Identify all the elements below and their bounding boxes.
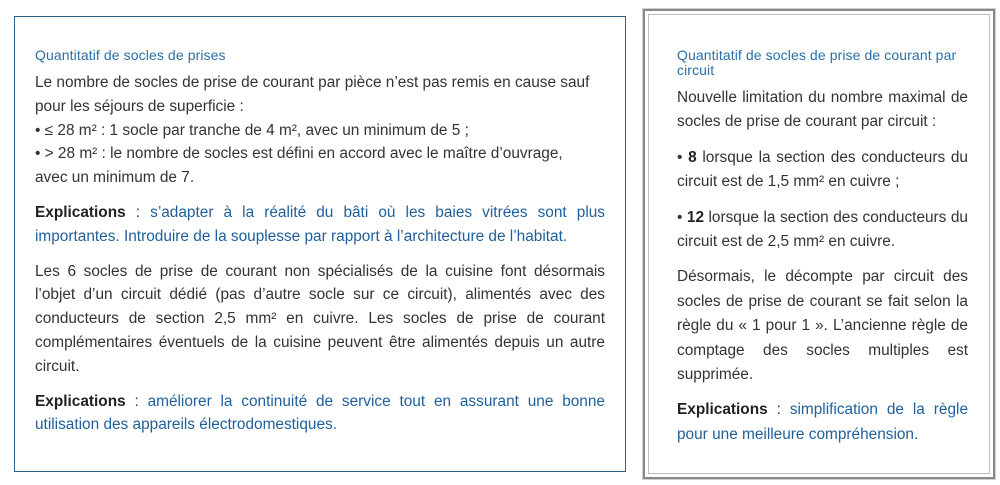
left-explanation-2 <box>35 390 605 438</box>
explanation-text: s’adapter à la réalité du bâti où les baies vitrées sont plus importantes. Introduire de la souplesse par rapport à l’architecture de l’habitat. <box>35 203 606 245</box>
left-intro-paragraph <box>35 71 605 190</box>
right-counting-paragraph: Désormais, le décompte par circuit des socles de prise de courant se fait selon la règle du « 1 pour 1 ». L’ancienne règle de comptage des socles multiples est supprimée. <box>677 268 968 384</box>
left-info-box <box>14 16 626 472</box>
left-intro-line-1: Le nombre de socles de prise de courant par pièce n’est pas remis en cause sauf <box>35 74 590 91</box>
left-bullet-2-line-2: avec un minimum de 7. <box>35 169 195 187</box>
explanation-text: améliorer la continuité de service tout en assurant une bonne utilisation des appareils électrodomestiques. <box>35 392 605 434</box>
right-bullet-1 <box>677 146 968 195</box>
right-info-box <box>643 9 995 479</box>
explanation-separator: : <box>125 203 151 221</box>
left-explanation-1 <box>35 201 605 249</box>
left-kitchen-paragraph: Les 6 socles de prise de courant non spécialisés de la cuisine font désormais l’objet d’un circuit dédié (pas d’autre socle sur ce circuit), alimentés avec des conducteurs de section 2,5 mm² en cuivre. Les socles de prise de courant complémentaires éventuels de la cuisine peuvent être alimentés depuis un autre circuit. <box>35 262 605 375</box>
bullet-text: lorsque la section des conducteurs du circuit est de 2,5 mm² en cuivre. <box>677 208 968 251</box>
left-box-title: Quantitatif de socles de prises <box>35 47 226 63</box>
right-bullet-2 <box>677 206 968 255</box>
explanation-label: Explications <box>677 401 768 419</box>
explanation-separator: : <box>767 401 790 419</box>
bullet-count: 12 <box>686 208 705 226</box>
explanation-label: Explications <box>35 392 126 410</box>
right-intro-paragraph: Nouvelle limitation du nombre maximal de socles de prise de courant par circuit : <box>677 89 968 131</box>
bullet-text: lorsque la section des conducteurs du circuit est de 1,5 mm² en cuivre ; <box>677 148 968 191</box>
bullet-prefix: • <box>677 148 689 166</box>
bullet-prefix: • <box>677 208 687 226</box>
explanation-text: simplification de la règle pour une meilleure compréhension. <box>677 401 969 443</box>
left-bullet-2-line-1: • > 28 m² : le nombre de socles est défini en accord avec le maître d’ouvrage, <box>35 145 563 163</box>
explanation-label: Explications <box>35 203 126 221</box>
bullet-count: 8 <box>688 148 697 166</box>
left-intro-line-2: pour les séjours de superficie : <box>35 97 244 115</box>
right-explanation <box>677 398 968 447</box>
left-bullet-1: • ≤ 28 m² : 1 socle par tranche de 4 m², avec un minimum de 5 ; <box>35 121 469 139</box>
right-box-title: Quantitatif de socles de prise de courant par circuit <box>677 47 957 78</box>
explanation-separator: : <box>125 392 148 410</box>
